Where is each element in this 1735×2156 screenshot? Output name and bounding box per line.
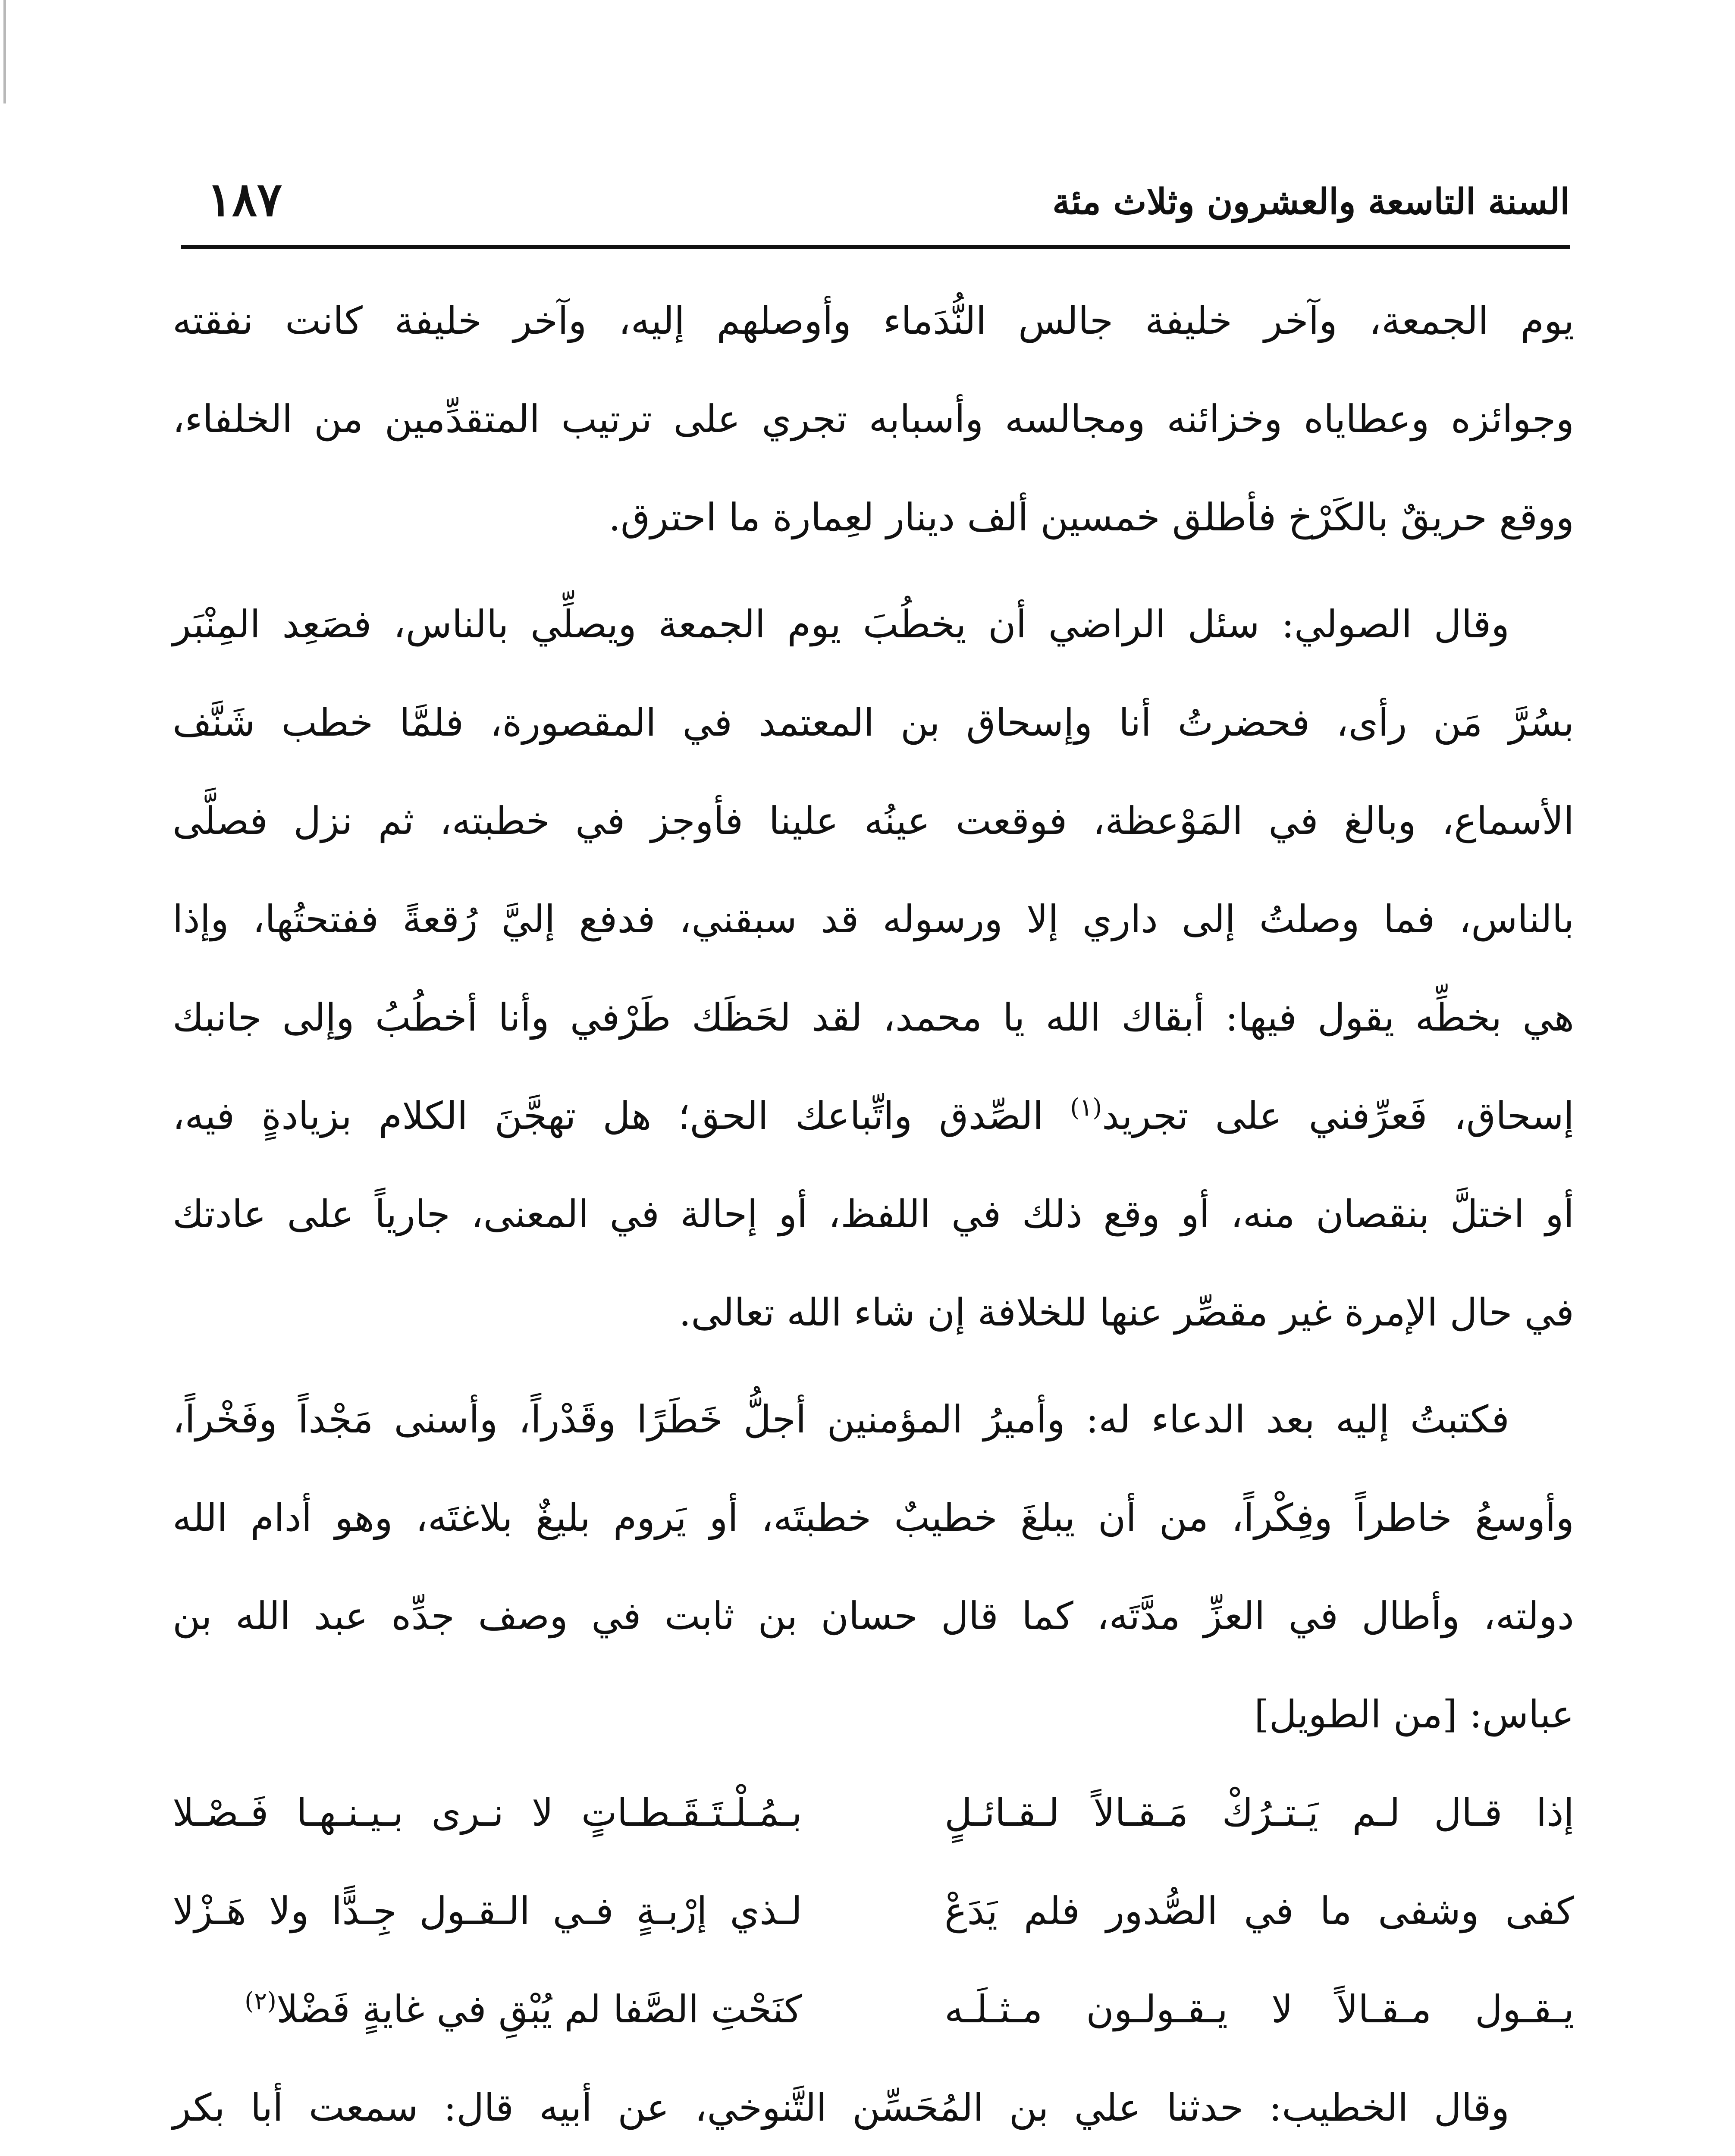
- text-line: الأسماع، وبالغ في المَوْعظة، فوقعت عينُه علينا فأوجز في خطبته، ثم نزل فصلَّى: [173, 799, 1574, 843]
- header-rule: [181, 245, 1570, 249]
- main-text: [173, 272, 1574, 2156]
- text-line: وجوائزه وعطاياه وخزائنه ومجالسه وأسبابه تجري على ترتيب المتقدِّمين من الخلفاء،: [173, 397, 1574, 441]
- text-line: دولته، وأطال في العزِّ مدَّتَه، كما قال حسان بن ثابت في وصف جدِّه عبد الله بن: [173, 1594, 1574, 1638]
- poem-verse: [173, 1764, 1574, 1862]
- hemistich-right: يـقـول مـقـالاً لا يـقـولـون مـثـلَـه: [944, 1987, 1574, 2031]
- poem-verse: [173, 1960, 1574, 2059]
- paragraph-2: [173, 575, 1574, 1362]
- hemistich-left: بـمُـلْـتَـقَـطـاتٍ لا نـرى بـيـنـهـا فَـصْـلا: [173, 1790, 802, 1835]
- paragraph-3: [173, 1370, 1574, 1764]
- running-title: السنة التاسعة والعشرون وثلاث مئة: [1052, 181, 1570, 222]
- text-segment: الصِّدق واتِّباعك الحق؛ هل تهجَّنَ الكلام بزيادةٍ فيه،: [173, 1094, 1070, 1138]
- scan-edge-mark: [3, 0, 6, 103]
- page-number: ١٨٧: [207, 172, 282, 227]
- text-line: يوم الجمعة، وآخر خليفة جالس النُّدَماء وأوصلهم إليه، وآخر خليفة كانت نفقته: [173, 298, 1574, 343]
- poem: [173, 1764, 1574, 2059]
- hemistich-right: كفى وشفى ما في الصُّدور فلم يَدَعْ: [944, 1889, 1574, 1933]
- paragraph-4: [173, 2059, 1574, 2156]
- paragraph-1: [173, 272, 1574, 567]
- hemistich-left: لـذي إرْبـةٍ فـي الـقـول جِـدًّا ولا هَـزْلا: [173, 1889, 802, 1933]
- text-line: فكتبتُ إليه بعد الدعاء له: وأميرُ المؤمنين أجلُّ خَطَرًا وقَدْراً، وأسنى مَجْداً وفَخْراً،: [173, 1397, 1509, 1442]
- text-line: [173, 1067, 1574, 1165]
- text-line: وأوسعُ خاطراً وفِكْراً، من أن يبلغَ خطيبٌ خطبتَه، أو يَروم بليغٌ بلاغتَه، وهو أدام الله: [173, 1495, 1574, 1540]
- text-line: في حال الإمرة غير مقصِّر عنها للخلافة إن شاء الله تعالى.: [679, 1290, 1574, 1335]
- text-line: بسُرَّ مَن رأى، فحضرتُ أنا وإسحاق بن المعتمد في المقصورة، فلمَّا خطب شَنَّف: [173, 700, 1574, 745]
- footnote-ref-2[interactable]: (٢): [245, 1987, 276, 2015]
- text-segment: إسحاق، فَعرِّفني على تجريد: [1102, 1094, 1575, 1138]
- text-segment: كنَحْتِ الصَّفا لم يُبْقِ في غايةٍ فَضْلا: [276, 1987, 802, 2031]
- page-header: [181, 172, 1570, 246]
- text-line: أو اختلَّ بنقصان منه، أو وقع ذلك في اللفظ، أو إحالة في المعنى، جارياً على عادتك: [173, 1192, 1574, 1236]
- text-line: ووقع حريقٌ بالكَرْخ فأطلق خمسين ألف دينار لعِمارة ما احترق.: [609, 495, 1574, 539]
- hemistich-left: [173, 1960, 802, 2059]
- text-line: وقال الصولي: سئل الراضي أن يخطُبَ يوم الجمعة ويصلِّي بالناس، فصَعِد المِنْبَر: [173, 602, 1509, 646]
- text-line: بالناس، فما وصلتُ إلى داري إلا ورسوله قد سبقني، فدفع إليَّ رُقعةً ففتحتُها، وإذا: [173, 897, 1575, 941]
- text-line: هي بخطِّه يقول فيها: أبقاك الله يا محمد، لقد لحَظَك طَرْفي وأنا أخطُبُ وإلى جانبك: [173, 995, 1574, 1040]
- footnote-ref-1[interactable]: (١): [1070, 1094, 1102, 1122]
- hemistich-right: إذا قـال لـم يَـتـرُكْ مَـقـالاً لـقـائـلٍ: [944, 1790, 1574, 1835]
- text-line: وقال الخطيب: حدثنا علي بن المُحَسِّن التَّنوخي، عن أبيه قال: سمعت أبا بكر: [173, 2085, 1509, 2130]
- poem-verse: [173, 1862, 1574, 1960]
- text-line: عباس: [من الطويل]: [1254, 1692, 1574, 1736]
